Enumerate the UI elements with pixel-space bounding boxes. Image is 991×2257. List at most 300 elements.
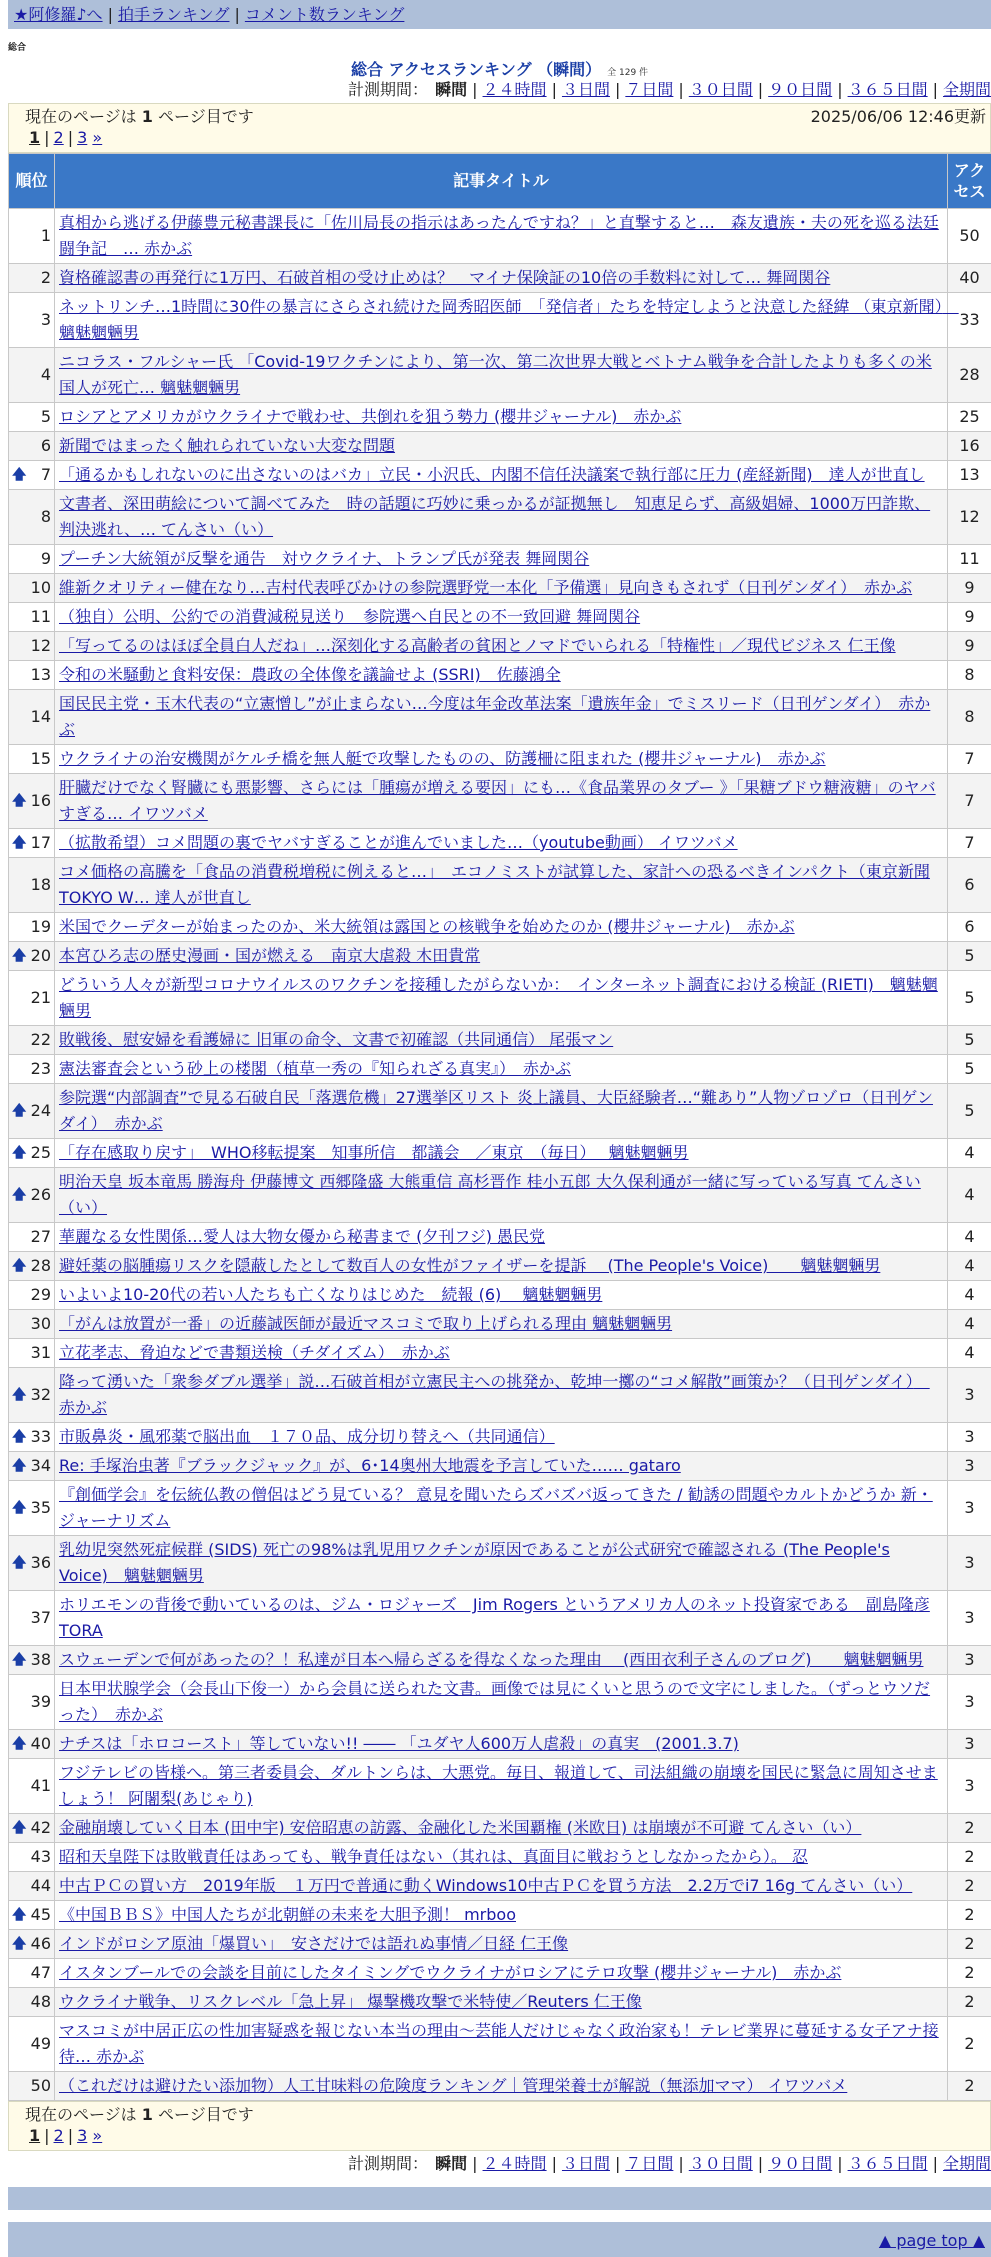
rank-cell <box>9 1814 55 1843</box>
title-cell <box>55 2017 948 2072</box>
access-count: 2 <box>948 1959 991 1988</box>
rank-cell <box>9 690 55 745</box>
article-link[interactable]: 「通るかもしれないのに出さないのはバカ」立民・小沢氏、内閣不信任決議案で執行部に圧力 (産経新聞) 達人が世直し <box>59 465 925 484</box>
updated-time: 2025/06/06 12:46更新 <box>811 106 986 127</box>
period-90d[interactable]: ９０日間 <box>768 80 832 99</box>
article-link[interactable]: どういう人々が新型コロナウイルスのワクチンを接種したがらないか： インターネット調査における検証 (RIETI) 魑魅魍魎男 <box>59 975 938 1020</box>
article-link[interactable]: インドがロシア原油「爆買い」 安さだけでは語れぬ事情／日経 仁王像 <box>59 1934 568 1953</box>
rank-number: 1 <box>41 226 51 245</box>
title-cell <box>55 293 948 348</box>
rank-up-arrow-icon: 🡅 <box>12 466 26 484</box>
access-count: 3 <box>948 1759 991 1814</box>
access-count: 4 <box>948 1281 991 1310</box>
access-count: 2 <box>948 1814 991 1843</box>
access-count: 3 <box>948 1481 991 1536</box>
pager-next[interactable]: » <box>92 128 102 147</box>
rank-cell <box>9 1730 55 1759</box>
period-selector-bottom: 計測期間： 瞬間 | ２４時間 | ３日間 | ７日間 | ３０日間 | ９０日間 | ３６５日間 | 全期間 <box>8 2153 991 2177</box>
rank-cell <box>9 661 55 690</box>
table-row <box>9 2017 991 2072</box>
access-count: 4 <box>948 1252 991 1281</box>
access-count: 6 <box>948 913 991 942</box>
page-top-link[interactable]: ▲ page top ▲ <box>879 2231 985 2250</box>
rank-up-arrow-icon: 🡅 <box>12 947 26 965</box>
period-3d[interactable]: ３日間 <box>562 80 610 99</box>
title-cell <box>55 1481 948 1536</box>
access-count: 3 <box>948 1730 991 1759</box>
article-link[interactable]: 本宮ひろ志の歴史漫画・国が燃える 南京大虐殺 木田貴常 <box>59 946 480 965</box>
table-row <box>9 1310 991 1339</box>
article-link[interactable]: 「存在感取り戻す」 WHO移転提案 知事所信 都議会 ／東京 （毎日） 魑魅魍魎男 <box>59 1143 689 1162</box>
rank-cell <box>9 1675 55 1730</box>
rank-number: 40 <box>31 1734 51 1753</box>
article-link[interactable]: 降って湧いた「衆参ダブル選挙」説…石破首相が立憲民主への挑発か、乾坤一擲の“コメ解散”画策か？（日刊ゲンダイ） 赤かぶ <box>59 1372 930 1417</box>
rank-cell <box>9 1536 55 1591</box>
access-count: 40 <box>948 264 991 293</box>
table-row <box>9 1988 991 2017</box>
title-cell <box>55 574 948 603</box>
rank-number: 25 <box>31 1143 51 1162</box>
title-cell <box>55 829 948 858</box>
rank-cell <box>9 1368 55 1423</box>
rank-number: 48 <box>31 1992 51 2011</box>
rank-cell <box>9 1901 55 1930</box>
pager-page-2[interactable]: 2 <box>54 2126 64 2145</box>
article-link[interactable]: ナチスは「ホロコースト」等していない!! ―― 「ユダヤ人600万人虐殺」の真実 (2001.3.7) <box>59 1734 739 1753</box>
title-cell <box>55 1988 948 2017</box>
rank-up-arrow-icon: 🡅 <box>12 1457 26 1475</box>
title-cell <box>55 1310 948 1339</box>
period-3d[interactable]: ３日間 <box>562 2154 610 2173</box>
title-cell <box>55 1339 948 1368</box>
title-cell <box>55 461 948 490</box>
access-count: 3 <box>948 1536 991 1591</box>
rank-number: 47 <box>31 1963 51 1982</box>
rank-up-arrow-icon: 🡅 <box>12 1386 26 1404</box>
rank-number: 29 <box>31 1285 51 1304</box>
rank-header: 順位 <box>9 154 55 209</box>
title-cell <box>55 661 948 690</box>
article-link[interactable]: 米国でクーデターが始まったのか、米大統領は露国との核戦争を始めたのか (櫻井ジャーナル) 赤かぶ <box>59 917 795 936</box>
title-cell <box>55 1901 948 1930</box>
article-link[interactable]: 維新クオリティー健在なり…吉村代表呼びかけの参院選野党一本化「予備選」見向きもされず（日刊ゲンダイ） 赤かぶ <box>59 578 912 597</box>
table-row <box>9 461 991 490</box>
rank-cell <box>9 574 55 603</box>
access-count: 7 <box>948 745 991 774</box>
rank-number: 37 <box>31 1608 51 1627</box>
table-row <box>9 1139 991 1168</box>
article-link[interactable]: 華麗なる女性関係…愛人は大物女優から秘書まで (夕刊フジ) 愚民党 <box>59 1227 545 1246</box>
category-label: 総合 <box>8 43 991 57</box>
period-365d[interactable]: ３６５日間 <box>848 80 928 99</box>
access-count: 11 <box>948 545 991 574</box>
title-cell <box>55 1930 948 1959</box>
article-link[interactable]: 資格確認書の再発行に1万円、石破首相の受け止めは？ マイナ保険証の10倍の手数料に対して… 舞岡関谷 <box>59 268 830 287</box>
rank-cell <box>9 942 55 971</box>
total-count: 全 129 件 <box>607 68 648 78</box>
rank-up-arrow-icon: 🡅 <box>12 1735 26 1753</box>
rank-up-arrow-icon: 🡅 <box>12 1186 26 1204</box>
title-cell <box>55 1026 948 1055</box>
article-link[interactable]: ニコラス・フルシャー氏 「Covid-19ワクチンにより、第一次、第二次世界大戦とベトナム戦争を合計したよりも多くの米国人が死亡… 魑魅魍魎男 <box>59 352 932 397</box>
page-title-text: 総合 アクセスランキング （瞬間） <box>351 60 601 79</box>
title-cell <box>55 432 948 461</box>
rank-cell <box>9 1223 55 1252</box>
access-count: 9 <box>948 632 991 661</box>
article-link[interactable]: （独自）公明、公約での消費減税見送り 参院選へ自民との不一致回避 舞岡関谷 <box>59 607 640 626</box>
article-link[interactable]: ホリエモンの背後で動いているのは、ジム・ロジャーズ Jim Rogers というアメリカ人のネット投資家である 副島隆彦 TORA <box>59 1595 930 1640</box>
table-row <box>9 1843 991 1872</box>
access-count: 4 <box>948 1339 991 1368</box>
period-instant: 瞬間 <box>435 2154 467 2173</box>
title-cell <box>55 1959 948 1988</box>
article-link[interactable]: 文書者、深田萌絵について調べてみた 時の話題に巧妙に乗っかるが証拠無し 知恵足らず、高級娼婦、1000万円詐欺、判決逃れ、… てんさい（い） <box>59 494 930 539</box>
rank-cell <box>9 1646 55 1675</box>
rank-cell <box>9 1055 55 1084</box>
article-link[interactable]: 乳幼児突然死症候群 (SIDS) 死亡の98%は乳児用ワクチンが原因であることが公式研究で確認される (The People's Voice) 魑魅魍魎男 <box>59 1540 890 1585</box>
rank-cell <box>9 432 55 461</box>
rank-cell <box>9 1959 55 1988</box>
rank-number: 18 <box>31 875 51 894</box>
title-cell <box>55 1536 948 1591</box>
period-all[interactable]: 全期間 <box>943 2154 991 2173</box>
article-link[interactable]: 令和の米騒動と食料安保：農政の全体像を議論せよ (SSRI) 佐藤鴻全 <box>59 665 561 684</box>
table-row <box>9 745 991 774</box>
article-link[interactable]: 市販鼻炎・風邪薬で脳出血 １７０品、成分切り替えへ（共同通信） <box>59 1427 555 1446</box>
period-selector-top: 計測期間： 瞬間 | ２４時間 | ３日間 | ７日間 | ３０日間 | ９０日間 | ３６５日間 | 全期間 <box>8 79 991 103</box>
access-count: 4 <box>948 1223 991 1252</box>
period-24h[interactable]: ２４時間 <box>483 2154 547 2173</box>
rank-up-arrow-icon: 🡅 <box>12 1935 26 1953</box>
access-count: 33 <box>948 293 991 348</box>
title-cell <box>55 1452 948 1481</box>
access-count: 28 <box>948 348 991 403</box>
pager-page-2[interactable]: 2 <box>54 128 64 147</box>
rank-number: 33 <box>31 1427 51 1446</box>
title-cell <box>55 403 948 432</box>
rank-number: 31 <box>31 1343 51 1362</box>
rank-up-arrow-icon: 🡅 <box>12 1102 26 1120</box>
rank-number: 28 <box>31 1256 51 1275</box>
title-cell <box>55 1055 948 1084</box>
period-24h[interactable]: ２４時間 <box>483 80 547 99</box>
current-page-text: 現在のページは 1 ページ目です <box>25 106 978 127</box>
access-count: 2 <box>948 1930 991 1959</box>
title-cell <box>55 942 948 971</box>
footer-bar <box>8 2187 991 2210</box>
article-link[interactable]: 避妊薬の脳腫瘍リスクを隠蔽したとして数百人の女性がファイザーを提訴 (The People's Voice) 魑魅魍魎男 <box>59 1256 880 1275</box>
title-cell <box>55 1423 948 1452</box>
article-link[interactable]: ウクライナ戦争、リスクレベル「急上昇」 爆撃機攻撃で米特使／Reuters 仁王像 <box>59 1992 642 2011</box>
title-cell <box>55 1843 948 1872</box>
title-cell <box>55 745 948 774</box>
table-row <box>9 1026 991 1055</box>
rank-cell <box>9 1084 55 1139</box>
article-link[interactable]: 肝臓だけでなく腎臓にも悪影響、さらには「腫瘍が増える要因」にも…《食品業界のタブー 》「果糖ブドウ糖液糖」のヤバすぎる… イワツバメ <box>59 778 936 823</box>
rank-cell <box>9 1452 55 1481</box>
article-link[interactable]: コメ価格の高騰を「食品の消費税増税に例えると…」 エコノミストが試算した、家計への恐るべきインパクト（東京新聞 TOKYO W… 達人が世直し <box>59 862 930 907</box>
rank-number: 13 <box>31 665 51 684</box>
table-row <box>9 1872 991 1901</box>
rank-number: 44 <box>31 1876 51 1895</box>
rank-cell <box>9 403 55 432</box>
rank-number: 38 <box>31 1650 51 1669</box>
title-cell <box>55 1675 948 1730</box>
access-count: 4 <box>948 1139 991 1168</box>
article-link[interactable]: 国民民主党・玉木代表の“立憲憎し”が止まらない…今度は年金改革法案「遺族年金」でミスリード（日刊ゲンダイ） 赤かぶ <box>59 694 930 739</box>
access-count: 8 <box>948 690 991 745</box>
article-link[interactable]: 立花孝志、脅迫などで書類送検（チダイズム） 赤かぶ <box>59 1343 450 1362</box>
table-row <box>9 942 991 971</box>
title-cell <box>55 913 948 942</box>
article-link[interactable]: 真相から逃げる伊藤豊元秘書課長に「佐川局長の指示はあったんですね？」と直撃すると… 森友遺族・夫の死を巡る法廷闘争記 … 赤かぶ <box>59 213 939 258</box>
table-row <box>9 574 991 603</box>
article-link[interactable]: 日本甲状腺学会（会長山下俊一）から会員に送られた文書。画像では見にくいと思うので文字にしました。（ずっとウソだった） 赤かぶ <box>59 1679 930 1724</box>
article-link[interactable]: ネットリンチ…1時間に30件の暴言にさらされ続けた岡秀昭医師 「発信者」たちを特定しようと決意した経緯 （東京新聞） 魑魅魍魎男 <box>59 297 959 342</box>
nav-asyura-link[interactable]: ★阿修羅♪へ <box>14 5 103 24</box>
access-count: 7 <box>948 774 991 829</box>
access-count: 5 <box>948 1026 991 1055</box>
table-row <box>9 209 991 264</box>
title-cell <box>55 348 948 403</box>
table-row <box>9 1930 991 1959</box>
pager-top: 1 | 2 | 3 » <box>29 127 978 148</box>
article-link[interactable]: 「写ってるのはほぼ全員白人だね」…深刻化する高齢者の貧困とノマドでいられる「特権性」／現代ビジネス 仁王像 <box>59 636 896 655</box>
access-count: 2 <box>948 1901 991 1930</box>
table-row <box>9 1452 991 1481</box>
title-cell <box>55 1872 948 1901</box>
rank-number: 12 <box>31 636 51 655</box>
rank-cell <box>9 545 55 574</box>
period-all[interactable]: 全期間 <box>943 80 991 99</box>
article-link[interactable]: イスタンブールでの会談を目前にしたタイミングでウクライナがロシアにテロ攻撃 (櫻井ジャーナル) 赤かぶ <box>59 1963 841 1982</box>
ranking-table <box>8 153 991 2101</box>
page-info-bottom <box>8 2101 991 2151</box>
table-row <box>9 403 991 432</box>
table-row <box>9 1536 991 1591</box>
title-cell <box>55 690 948 745</box>
access-count: 16 <box>948 432 991 461</box>
rank-cell <box>9 1872 55 1901</box>
title-cell <box>55 1281 948 1310</box>
rank-up-arrow-icon: 🡅 <box>12 834 26 852</box>
table-row <box>9 1646 991 1675</box>
nav-applause-ranking-link[interactable]: 拍手ランキング <box>118 5 230 24</box>
access-count: 13 <box>948 461 991 490</box>
title-header: 記事タイトル <box>55 154 948 209</box>
access-count: 3 <box>948 1368 991 1423</box>
table-row <box>9 829 991 858</box>
access-count: 3 <box>948 1675 991 1730</box>
article-link[interactable]: Re: 手塚治虫著『ブラックジャック』が、6･14奥州大地震を予言していた…… gataro <box>59 1456 681 1475</box>
rank-number: 16 <box>31 791 51 810</box>
top-nav: ★阿修羅♪へ | 拍手ランキング | コメント数ランキング <box>8 0 991 29</box>
pager-bottom: 1 | 2 | 3 » <box>29 2125 978 2146</box>
title-cell <box>55 1252 948 1281</box>
rank-number: 20 <box>31 946 51 965</box>
table-row <box>9 1675 991 1730</box>
access-count: 2 <box>948 1843 991 1872</box>
rank-cell <box>9 829 55 858</box>
article-link[interactable]: スウェーデンで何があったの？！私達が日本へ帰らざるを得なくなった理由 (西田衣利子さんのブログ) 魑魅魍魎男 <box>59 1650 923 1669</box>
rank-number: 43 <box>31 1847 51 1866</box>
title-cell <box>55 632 948 661</box>
rank-number: 32 <box>31 1385 51 1404</box>
rank-cell <box>9 264 55 293</box>
rank-number: 10 <box>31 578 51 597</box>
rank-number: 30 <box>31 1314 51 1333</box>
period-7d[interactable]: ７日間 <box>625 2154 673 2173</box>
article-link[interactable]: いよいよ10-20代の若い人たちも亡くなりはじめた 続報 (6) 魑魅魍魎男 <box>59 1285 602 1304</box>
rank-cell <box>9 1423 55 1452</box>
rank-number: 23 <box>31 1059 51 1078</box>
title-cell <box>55 1139 948 1168</box>
rank-cell <box>9 1281 55 1310</box>
title-cell <box>55 603 948 632</box>
access-count: 3 <box>948 1646 991 1675</box>
article-link[interactable]: フジテレビの皆様へ。第三者委員会、ダルトンらは、大悪党。毎日、報道して、司法組織の崩壊を国民に緊急に周知させましょう！ 阿闍梨(あじゃり) <box>59 1763 938 1808</box>
page-title <box>8 57 991 79</box>
title-cell <box>55 264 948 293</box>
table-row <box>9 1814 991 1843</box>
period-30d[interactable]: ３０日間 <box>689 80 753 99</box>
table-row <box>9 1223 991 1252</box>
access-count: 2 <box>948 1988 991 2017</box>
rank-cell <box>9 1139 55 1168</box>
access-count: 3 <box>948 1423 991 1452</box>
article-link[interactable]: 昭和天皇陛下は敗戦責任はあっても、戦争責任はない（其れは、真面目に戦おうとしなかったから）。 忍 <box>59 1847 808 1866</box>
table-row <box>9 1481 991 1536</box>
title-cell <box>55 545 948 574</box>
table-row <box>9 1339 991 1368</box>
period-30d[interactable]: ３０日間 <box>689 2154 753 2173</box>
access-count: 2 <box>948 2072 991 2101</box>
pager-next[interactable]: » <box>92 2126 102 2145</box>
access-count: 5 <box>948 971 991 1026</box>
rank-cell <box>9 1310 55 1339</box>
table-row <box>9 264 991 293</box>
rank-number: 34 <box>31 1456 51 1475</box>
period-label: 計測期間： <box>348 2154 428 2173</box>
title-cell <box>55 1730 948 1759</box>
title-cell <box>55 1368 948 1423</box>
period-7d[interactable]: ７日間 <box>625 80 673 99</box>
access-count: 3 <box>948 1591 991 1646</box>
article-link[interactable]: 『創価学会』を伝統仏教の僧侶はどう見ている？ 意見を聞いたらズバズバ返ってきた / 勧誘の問題やカルトかどうか 新・ジャーナリズム <box>59 1485 933 1530</box>
rank-cell <box>9 1252 55 1281</box>
rank-up-arrow-icon: 🡅 <box>12 1257 26 1275</box>
table-row <box>9 545 991 574</box>
rank-cell <box>9 348 55 403</box>
access-count: 9 <box>948 603 991 632</box>
page-info-top <box>8 103 991 153</box>
title-cell <box>55 774 948 829</box>
article-link[interactable]: 「がんは放置が一番」の近藤誠医師が最近マスコミで取り上げられる理由 魑魅魍魎男 <box>59 1314 672 1333</box>
rank-up-arrow-icon: 🡅 <box>12 1144 26 1162</box>
article-link[interactable]: ウクライナの治安機関がケルチ橋を無人艇で攻撃したものの、防護柵に阻まれた (櫻井ジャーナル) 赤かぶ <box>59 749 826 768</box>
rank-cell <box>9 490 55 545</box>
title-cell <box>55 1759 948 1814</box>
table-row <box>9 603 991 632</box>
article-link[interactable]: マスコミが中居正広の性加害疑惑を報じない本当の理由～芸能人だけじゃなく政治家も！テレビ業界に蔓延する女子アナ接待… 赤かぶ <box>59 2021 939 2066</box>
rank-cell <box>9 461 55 490</box>
article-link[interactable]: 明治天皇 坂本竜馬 勝海舟 伊藤博文 西郷隆盛 大熊重信 高杉晋作 桂小五郎 大久保利通が一緒に写っている写真 てんさい（い） <box>59 1172 921 1217</box>
table-row <box>9 1168 991 1223</box>
rank-number: 3 <box>41 310 51 329</box>
pager-page-3[interactable]: 3 <box>77 128 87 147</box>
rank-number: 14 <box>31 707 51 726</box>
table-row <box>9 348 991 403</box>
table-row <box>9 432 991 461</box>
title-cell <box>55 1168 948 1223</box>
title-cell <box>55 1814 948 1843</box>
title-cell <box>55 1646 948 1675</box>
title-cell <box>55 490 948 545</box>
period-90d[interactable]: ９０日間 <box>768 2154 832 2173</box>
rank-number: 49 <box>31 2034 51 2053</box>
nav-comment-ranking-link[interactable]: コメント数ランキング <box>245 5 405 24</box>
rank-number: 7 <box>41 465 51 484</box>
period-365d[interactable]: ３６５日間 <box>848 2154 928 2173</box>
rank-up-arrow-icon: 🡅 <box>12 792 26 810</box>
table-row <box>9 1959 991 1988</box>
rank-cell <box>9 293 55 348</box>
rank-number: 39 <box>31 1692 51 1711</box>
table-row <box>9 774 991 829</box>
title-cell <box>55 209 948 264</box>
article-link[interactable]: 憲法審査会という砂上の楼閣（植草一秀の『知られざる真実』） 赤かぶ <box>59 1059 571 1078</box>
article-link[interactable]: プーチン大統領が反撃を通告 対ウクライナ、トランプ氏が発表 舞岡関谷 <box>59 549 589 568</box>
rank-cell <box>9 603 55 632</box>
rank-up-arrow-icon: 🡅 <box>12 1819 26 1837</box>
article-link[interactable]: 中古ＰＣの買い方 2019年版 １万円で普通に動くWindows10中古ＰＣを買う方法 2.2万でi7 16g てんさい（い） <box>59 1876 912 1895</box>
rank-number: 21 <box>31 988 51 1007</box>
title-cell <box>55 858 948 913</box>
rank-cell <box>9 1988 55 2017</box>
table-row <box>9 913 991 942</box>
table-row <box>9 1055 991 1084</box>
rank-number: 42 <box>31 1818 51 1837</box>
access-count: 2 <box>948 1872 991 1901</box>
article-link[interactable]: 敗戦後、慰安婦を看護婦に 旧軍の命令、文書で初確認（共同通信） 尾張マン <box>59 1030 613 1049</box>
pager-page-1: 1 <box>29 2126 40 2145</box>
table-row <box>9 1423 991 1452</box>
access-count: 9 <box>948 574 991 603</box>
rank-cell <box>9 2072 55 2101</box>
rank-cell <box>9 971 55 1026</box>
article-link[interactable]: 金融崩壊していく日本 (田中宇) 安倍昭恵の訪露、金融化した米国覇権 (米欧日) は崩壊が不可避 てんさい（い） <box>59 1818 861 1837</box>
article-link[interactable]: 新聞ではまったく触れられていない大変な問題 <box>59 436 395 455</box>
pager-page-3[interactable]: 3 <box>77 2126 87 2145</box>
access-count: 5 <box>948 1084 991 1139</box>
period-instant: 瞬間 <box>435 80 467 99</box>
rank-number: 11 <box>31 607 51 626</box>
title-cell <box>55 1223 948 1252</box>
article-link[interactable]: 参院選“内部調査”で見る石破自民「落選危機」27選挙区リスト 炎上議員、大臣経験者…“難あり”人物ゾロゾロ（日刊ゲンダイ） 赤かぶ <box>59 1088 933 1133</box>
rank-up-arrow-icon: 🡅 <box>12 1428 26 1446</box>
article-link[interactable]: 《中国ＢＢＳ》中国人たちが北朝鮮の未来を大胆予測！ mrboo <box>59 1905 516 1924</box>
rank-number: 22 <box>31 1030 51 1049</box>
article-link[interactable]: （これだけは避けたい添加物）人工甘味料の危険度ランキング｜管理栄養士が解説（無添加ママ） イワツバメ <box>59 2076 847 2095</box>
title-cell <box>55 1084 948 1139</box>
rank-cell <box>9 1026 55 1055</box>
rank-cell <box>9 774 55 829</box>
title-cell <box>55 971 948 1026</box>
article-link[interactable]: （拡散希望）コメ問題の裏でヤバすぎることが進んでいました…（youtube動画） イワツバメ <box>59 833 738 852</box>
article-link[interactable]: ロシアとアメリカがウクライナで戦わせ、共倒れを狙う勢力 (櫻井ジャーナル) 赤かぶ <box>59 407 681 426</box>
table-row <box>9 858 991 913</box>
rank-number: 19 <box>31 917 51 936</box>
